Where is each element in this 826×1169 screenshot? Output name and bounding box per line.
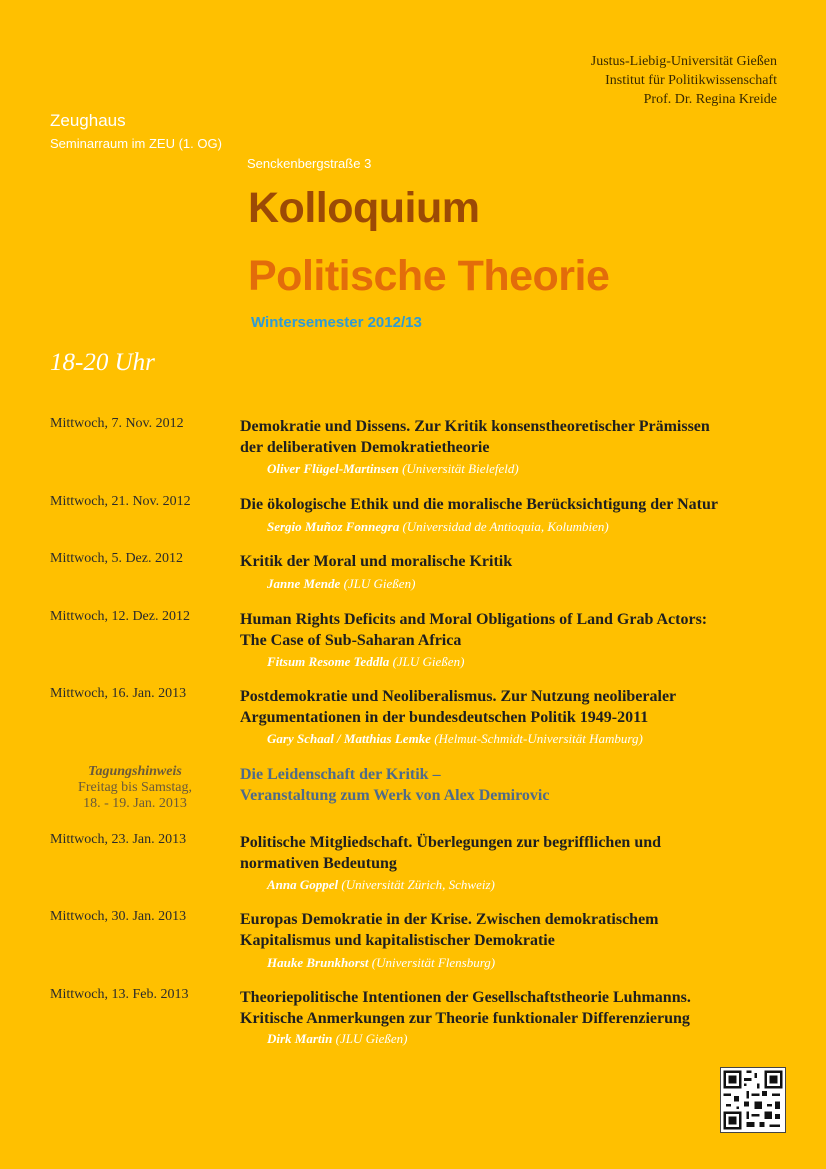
speaker-name: Oliver Flügel-Martinsen xyxy=(267,461,399,476)
session-title xyxy=(240,416,780,458)
session-title-line: The Case of Sub-Saharan Africa xyxy=(240,632,462,649)
session-speaker xyxy=(267,877,495,893)
session-title-line: Kritische Anmerkungen zur Theorie funktionaler Differenzierung xyxy=(240,1010,690,1027)
speaker-affiliation: (Universidad de Antioquia, Kolumbien) xyxy=(402,519,609,534)
speaker-affiliation: (JLU Gießen) xyxy=(335,1031,408,1046)
session-title-line: Demokratie und Dissens. Zur Kritik konsenstheoretischer Prämissen xyxy=(240,418,710,435)
speaker-name: Dirk Martin xyxy=(267,1031,333,1046)
session-date: Mittwoch, 7. Nov. 2012 xyxy=(50,416,184,431)
session-title-line: Postdemokratie und Neoliberalismus. Zur Nutzung neoliberaler xyxy=(240,688,677,705)
session-title xyxy=(240,909,780,951)
conference-label: Tagungshinweis xyxy=(88,764,182,779)
venue-room: Seminarraum im ZEU (1. OG) xyxy=(50,136,222,151)
session-speaker xyxy=(267,654,464,670)
session-title-line: Argumentationen in der bundesdeutschen Politik 1949-2011 xyxy=(240,709,649,726)
session-speaker xyxy=(267,519,609,535)
speaker-affiliation: (Universität Zürich, Schweiz) xyxy=(341,877,495,892)
speaker-name: Fitsum Resome Teddla xyxy=(267,654,390,669)
conference-title-line: Die Leidenschaft der Kritik – xyxy=(240,766,441,783)
session-title-line: Europas Demokratie in der Krise. Zwischen demokratischem xyxy=(240,911,659,928)
venue-street: Senckenbergstraße 3 xyxy=(247,156,372,171)
session-title xyxy=(240,832,780,874)
professor-name: Prof. Dr. Regina Kreide xyxy=(643,92,777,107)
session-speaker xyxy=(267,955,495,971)
conference-dates: 18. - 19. Jan. 2013 xyxy=(83,796,187,811)
title-kolloquium: Kolloquium xyxy=(248,184,480,232)
speaker-affiliation: (Universität Bielefeld) xyxy=(402,461,519,476)
title-politische-theorie: Politische Theorie xyxy=(248,252,610,300)
institute-name: Institut für Politikwissenschaft xyxy=(605,73,777,88)
venue-block xyxy=(50,110,222,152)
session-title-line: Theoriepolitische Intentionen der Gesellschaftstheorie Luhmanns. xyxy=(240,989,691,1006)
session-speaker xyxy=(267,461,519,477)
session-title xyxy=(240,686,780,728)
session-speaker xyxy=(267,576,415,592)
speaker-affiliation: (Universität Flensburg) xyxy=(371,955,496,970)
session-date: Mittwoch, 21. Nov. 2012 xyxy=(50,494,191,509)
session-speaker xyxy=(267,1031,407,1047)
conference-title-line: Veranstaltung zum Werk von Alex Demirovic xyxy=(240,787,550,804)
session-title-line: Kapitalismus und kapitalistischer Demokratie xyxy=(240,932,555,949)
session-time: 18-20 Uhr xyxy=(50,349,155,376)
session-title xyxy=(240,494,780,515)
speaker-affiliation: (Helmut-Schmidt-Universität Hamburg) xyxy=(434,731,643,746)
qr-code-graphic xyxy=(721,1068,785,1132)
conference-note xyxy=(50,764,220,812)
session-title-line: Kritik der Moral und moralische Kritik xyxy=(240,553,513,570)
institution-block xyxy=(591,52,777,109)
session-title xyxy=(240,987,780,1029)
speaker-affiliation: (JLU Gießen) xyxy=(392,654,465,669)
session-date: Mittwoch, 30. Jan. 2013 xyxy=(50,909,187,924)
session-title-line: Human Rights Deficits and Moral Obligations of Land Grab Actors: xyxy=(240,611,708,628)
qr-code xyxy=(720,1067,786,1133)
conference-days: Freitag bis Samstag, xyxy=(78,780,192,795)
conference-title xyxy=(240,764,780,806)
speaker-name: Sergio Muñoz Fonnegra xyxy=(267,519,400,534)
session-title-line: normativen Bedeutung xyxy=(240,855,397,872)
session-title-line: Die ökologische Ethik und die moralische Berücksichtigung der Natur xyxy=(240,496,718,513)
speaker-name: Anna Goppel xyxy=(267,877,339,892)
session-date: Mittwoch, 12. Dez. 2012 xyxy=(50,609,190,624)
speaker-name: Hauke Brunkhorst xyxy=(267,955,369,970)
speaker-affiliation: (JLU Gießen) xyxy=(343,576,416,591)
session-title-line: der deliberativen Demokratietheorie xyxy=(240,439,490,456)
session-date: Mittwoch, 23. Jan. 2013 xyxy=(50,832,187,847)
session-speaker xyxy=(267,731,643,747)
session-date: Mittwoch, 16. Jan. 2013 xyxy=(50,686,187,701)
speaker-name: Janne Mende xyxy=(267,576,341,591)
session-title xyxy=(240,609,780,651)
session-title-line: Politische Mitgliedschaft. Überlegungen zur begrifflichen und xyxy=(240,834,662,851)
session-date: Mittwoch, 5. Dez. 2012 xyxy=(50,551,183,566)
session-date: Mittwoch, 13. Feb. 2013 xyxy=(50,987,189,1002)
venue-name: Zeughaus xyxy=(50,111,126,130)
session-title xyxy=(240,551,780,572)
speaker-name: Gary Schaal / Matthias Lemke xyxy=(267,731,431,746)
university-name: Justus-Liebig-Universität Gießen xyxy=(590,54,777,69)
semester-label: Wintersemester 2012/13 xyxy=(251,314,422,331)
